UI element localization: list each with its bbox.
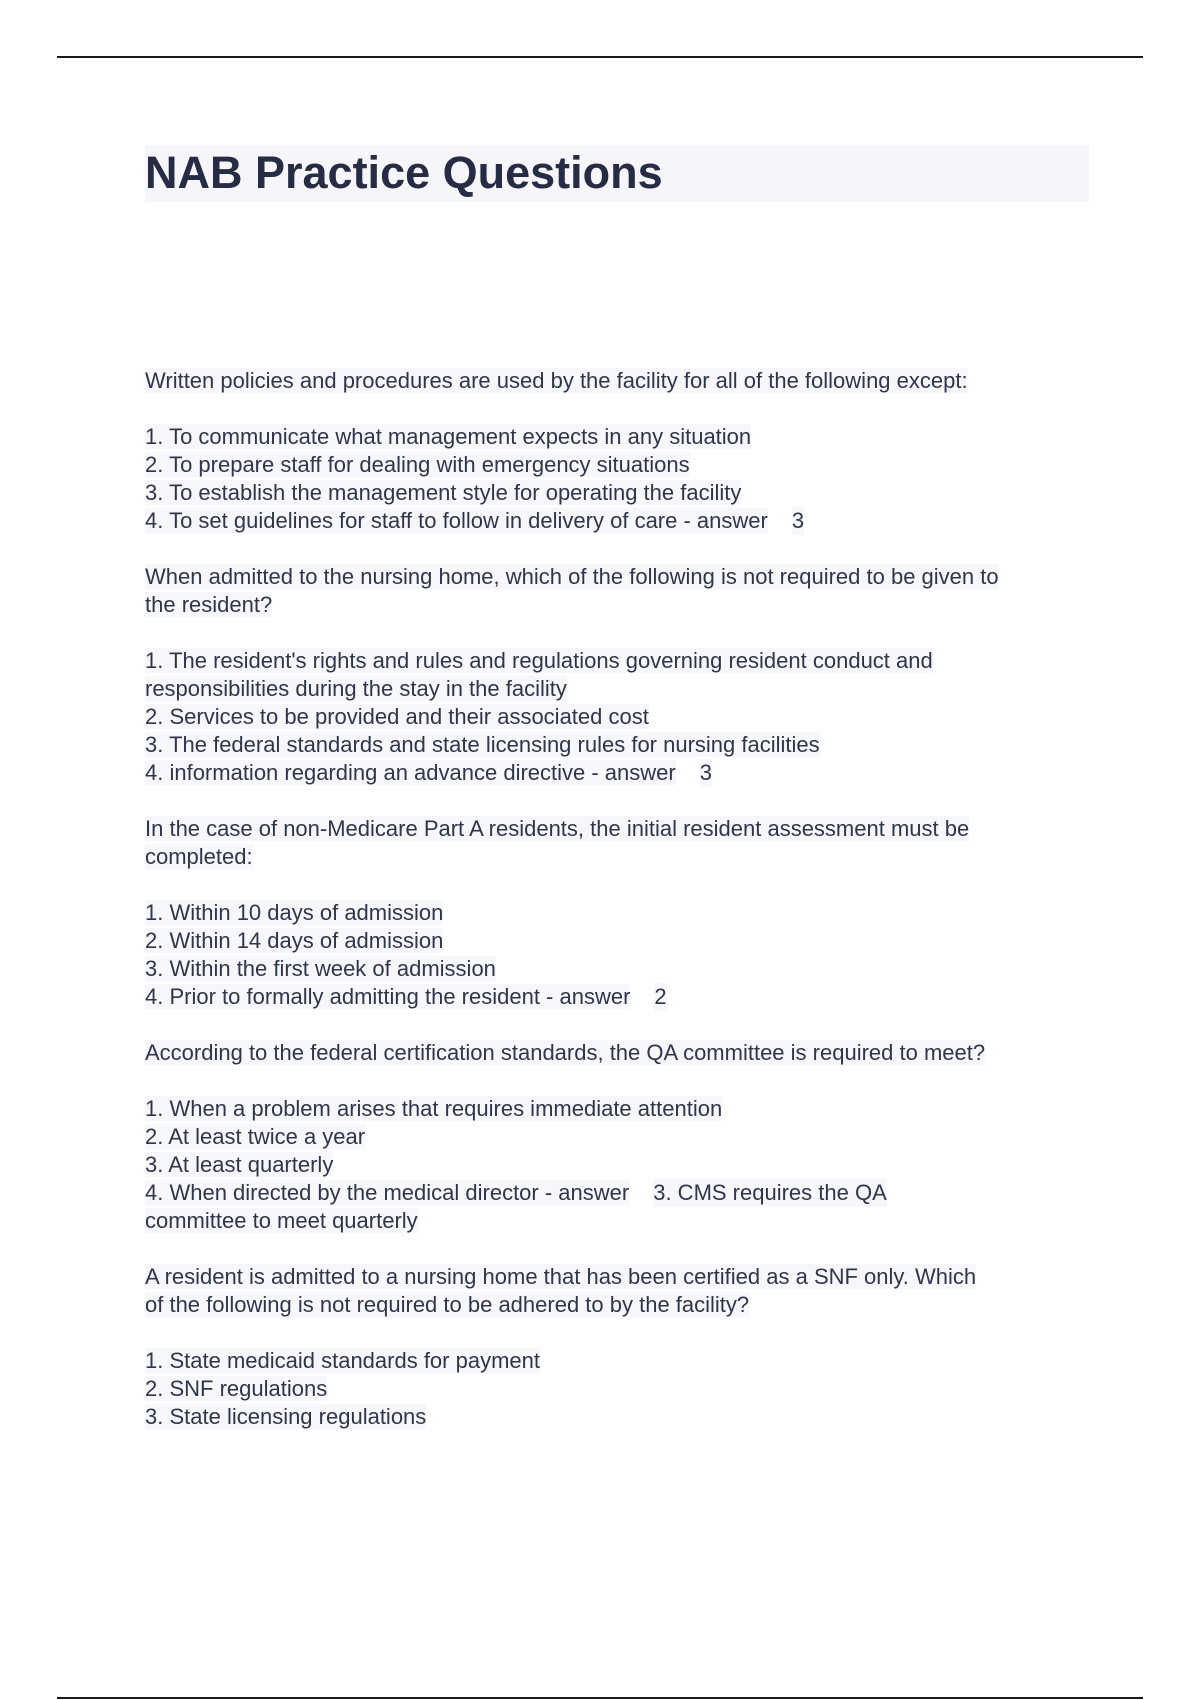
document-body [145,367,1095,1431]
answer-option: 3. State licensing regulations [145,1404,427,1429]
answer-option: 1. The resident's rights and rules and regulations governing resident conduct and [145,648,933,673]
question-stem: of the following is not required to be adhered to by the facility? [145,1292,750,1317]
question-block [145,1263,1095,1431]
question-stem: When admitted to the nursing home, which of the following is not required to be given to [145,564,999,589]
answer-option: 1. State medicaid standards for payment [145,1348,540,1373]
answer-option: 3. Within the first week of admission [145,956,496,981]
answer-option: responsibilities during the stay in the facility [145,676,567,701]
answer-key: 3 [791,508,805,533]
answer-option: 4. Prior to formally admitting the resident - answer 2 [145,984,667,1009]
answer-option: 1. To communicate what management expects in any situation [145,424,752,449]
answer-option: 4. To set guidelines for staff to follow in delivery of care - answer 3 [145,508,805,533]
answer-option: 2. At least twice a year [145,1124,366,1149]
answer-option: 4. When directed by the medical director - answer 3. CMS requires the QA [145,1180,887,1205]
question-stem: completed: [145,844,253,869]
answer-key: 3. CMS requires the QA [653,1180,887,1205]
question-block [145,367,1095,535]
top-rule [57,56,1143,58]
question-block [145,563,1095,787]
answer-option: 3. At least quarterly [145,1152,334,1177]
answer-option: 2. Within 14 days of admission [145,928,444,953]
question-stem: the resident? [145,592,273,617]
answer-option: 3. The federal standards and state licensing rules for nursing facilities [145,732,820,757]
page-title: NAB Practice Questions [145,147,663,198]
answer-option: 4. information regarding an advance directive - answer 3 [145,760,712,785]
answer-option: 2. Services to be provided and their associated cost [145,704,649,729]
question-stem: In the case of non-Medicare Part A residents, the initial resident assessment must be [145,816,970,841]
question-stem: Written policies and procedures are used by the facility for all of the following except: [145,368,968,393]
answer-key: 2 [654,984,667,1009]
answer-option: 1. When a problem arises that requires immediate attention [145,1096,723,1121]
answer-option: 1. Within 10 days of admission [145,900,444,925]
answer-key: 3 [699,760,712,785]
question-block [145,1039,1095,1235]
answer-explanation: committee to meet quarterly [145,1208,418,1233]
question-stem: According to the federal certification standards, the QA committee is required to meet? [145,1040,986,1065]
answer-option: 3. To establish the management style for operating the facility [145,480,742,505]
answer-option: 2. To prepare staff for dealing with emergency situations [145,452,690,477]
bottom-rule [57,1697,1143,1699]
question-block [145,815,1095,1011]
answer-option: 2. SNF regulations [145,1376,328,1401]
question-stem: A resident is admitted to a nursing home that has been certified as a SNF only. Which [145,1264,977,1289]
